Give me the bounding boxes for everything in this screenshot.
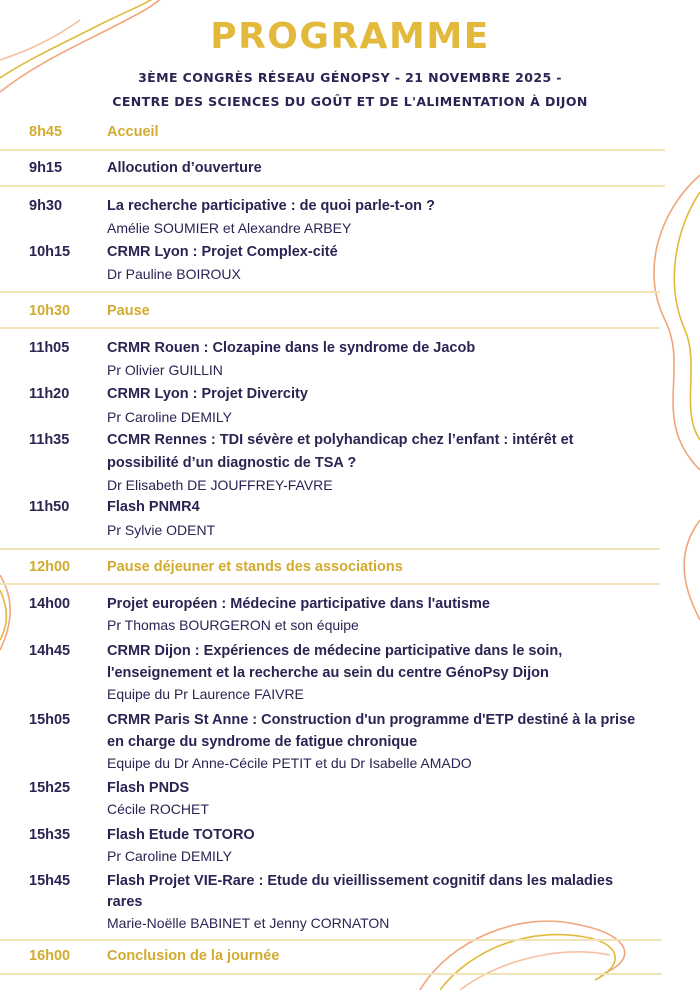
talk-title: Flash PNDS <box>107 780 190 796</box>
speaker: Marie-Noëlle BABINET et Jenny CORNATON <box>107 915 390 931</box>
talk-title: CRMR Lyon : Projet Complex-cité <box>107 244 338 260</box>
subtitle-line-1: 3ÈME CONGRÈS RÉSEAU GÉNOPSY - 21 NOVEMBRE 2025 - <box>138 70 562 85</box>
talk-title: Flash Etude TOTORO <box>107 827 255 843</box>
talk-title-line-1: CRMR Dijon : Expériences de médecine participative dans le soin, <box>107 643 563 659</box>
speaker: Equipe du Dr Anne-Cécile PETIT et du Dr Isabelle AMADO <box>107 755 472 771</box>
speaker: Equipe du Pr Laurence FAIVRE <box>107 686 304 702</box>
divider <box>0 149 665 151</box>
speaker: Pr Caroline DEMILY <box>107 409 233 425</box>
divider <box>0 327 660 329</box>
talk-title-line-1: CCMR Rennes : TDI sévère et polyhandicap chez l’enfant : intérêt et <box>107 432 574 448</box>
talk-title: CRMR Lyon : Projet Divercity <box>107 386 308 402</box>
talk-title-line-1: Flash Projet VIE-Rare : Etude du vieillissement cognitif dans les maladies <box>107 873 614 889</box>
talk-title-line-2: en charge du syndrome de fatigue chronique <box>107 734 418 750</box>
time: 14h45 <box>29 643 71 659</box>
time: 10h15 <box>29 244 71 260</box>
time: 9h15 <box>29 160 63 176</box>
time: 11h50 <box>29 499 70 515</box>
time: 15h35 <box>29 827 71 843</box>
speaker: Pr Sylvie ODENT <box>107 522 216 538</box>
time: 16h00 <box>29 948 71 964</box>
time: 8h45 <box>29 124 63 140</box>
time: 10h30 <box>29 303 71 319</box>
talk-title-line-1: CRMR Paris St Anne : Construction d'un programme d'ETP destiné à la prise <box>107 712 636 728</box>
speaker: Pr Caroline DEMILY <box>107 848 233 864</box>
talk-title-line-2: rares <box>107 894 143 910</box>
talk-title: Allocution d’ouverture <box>107 160 262 176</box>
time: 9h30 <box>29 198 63 214</box>
talk-title: La recherche participative : de quoi parle-t-on ? <box>107 198 435 214</box>
speaker: Pr Thomas BOURGERON et son équipe <box>107 617 359 633</box>
divider <box>0 548 660 550</box>
talk-title-line-2: l'enseignement et la recherche au sein du centre GénoPsy Dijon <box>107 665 549 681</box>
talk-title: Flash PNMR4 <box>107 499 200 515</box>
talk-title: Pause déjeuner et stands des associations <box>107 559 403 575</box>
speaker: Dr Pauline BOIROUX <box>107 266 241 282</box>
talk-title: Accueil <box>107 124 159 140</box>
speaker: Dr Elisabeth DE JOUFFREY-FAVRE <box>107 477 333 493</box>
talk-title-line-2: possibilité d’un diagnostic de TSA ? <box>107 455 357 471</box>
time: 11h35 <box>29 432 70 448</box>
talk-title: CRMR Rouen : Clozapine dans le syndrome de Jacob <box>107 340 476 356</box>
time: 15h25 <box>29 780 71 796</box>
divider <box>0 291 660 293</box>
time: 11h20 <box>29 386 70 402</box>
talk-title: Projet européen : Médecine participative dans l'autisme <box>107 596 490 612</box>
divider <box>0 583 660 585</box>
divider <box>0 973 662 975</box>
time: 12h00 <box>29 559 71 575</box>
speaker: Cécile ROCHET <box>107 801 209 817</box>
talk-title: Pause <box>107 303 150 319</box>
divider <box>0 939 662 941</box>
time: 15h05 <box>29 712 71 728</box>
speaker: Amélie SOUMIER et Alexandre ARBEY <box>107 220 352 236</box>
page-title: PROGRAMME <box>210 16 490 57</box>
divider <box>0 185 665 187</box>
speaker: Pr Olivier GUILLIN <box>107 362 223 378</box>
time: 14h00 <box>29 596 71 612</box>
talk-title: Conclusion de la journée <box>107 948 280 964</box>
time: 15h45 <box>29 873 71 889</box>
time: 11h05 <box>29 340 70 356</box>
subtitle-line-2: CENTRE DES SCIENCES DU GOÛT ET DE L'ALIMENTATION À DIJON <box>112 94 588 109</box>
